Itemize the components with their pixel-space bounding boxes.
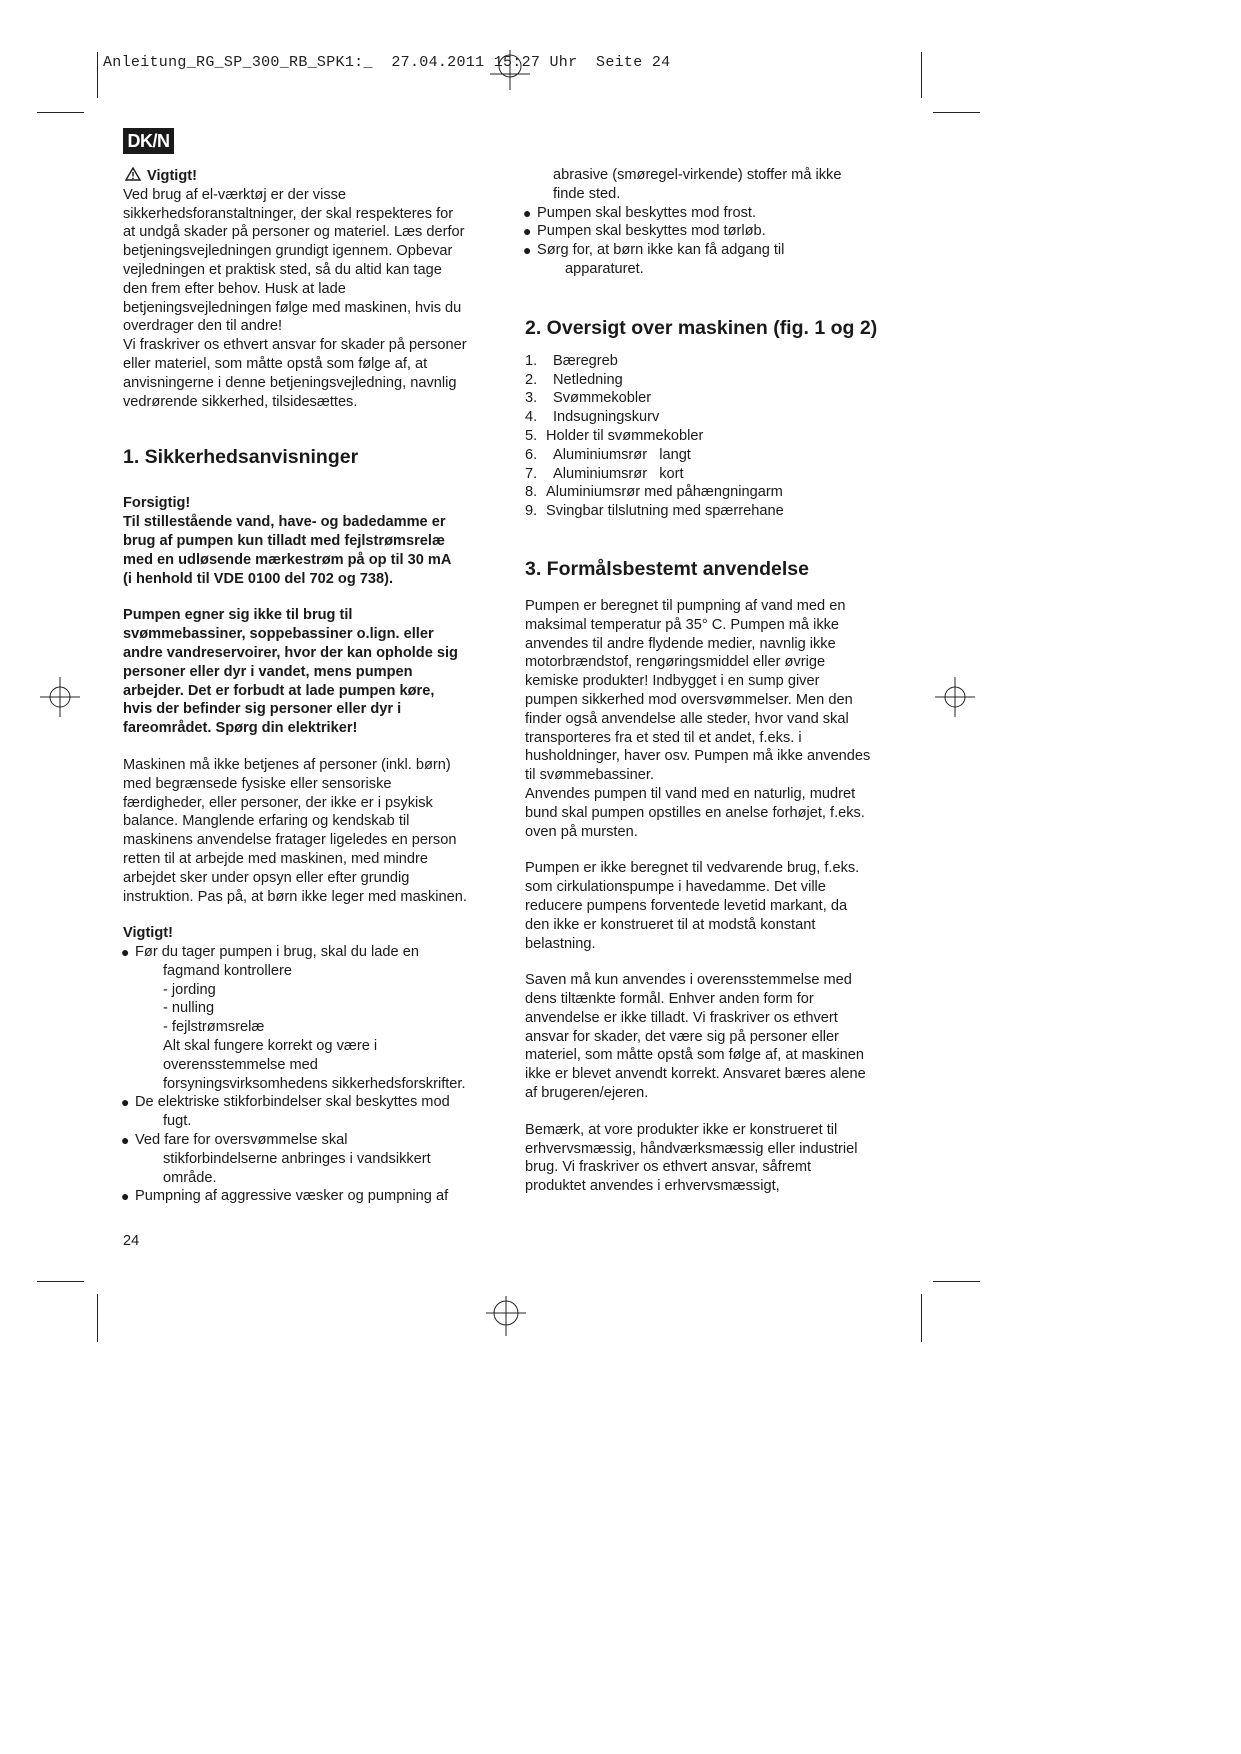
- bullet-item: [123, 1187, 508, 1206]
- text-line: arbejder. Det er forbudt at lade pumpen køre,: [123, 682, 435, 699]
- text-line: Pumpen egner sig ikke til brug til: [123, 607, 353, 624]
- text-line: stikforbindelserne anbringes i vandsikkert: [163, 1150, 431, 1167]
- crop-mark: [933, 112, 980, 113]
- text-line: produktet anvendes i erhvervsmæssigt,: [525, 1178, 780, 1195]
- registration-mark-right: [935, 677, 975, 717]
- text-line: retten til at arbejde med maskinen, med mindre: [123, 850, 428, 867]
- list-label: Holder til svømmekobler: [546, 427, 704, 444]
- crop-mark: [97, 52, 98, 98]
- text-line: den frem efter behov. Husk at lade: [123, 280, 346, 297]
- text-line: maksimal temperatur på 35° C. Pumpen må ikke: [525, 616, 840, 633]
- text-line: kemiske produkter! Indbygget i en sump giver: [525, 673, 820, 690]
- text-line: fugt.: [163, 1113, 192, 1130]
- text-line: betjeningsvejledningen grundigt igennem. Opbevar: [123, 243, 453, 260]
- bullet-dot-icon: ●: [121, 1132, 130, 1149]
- text-line: ansvar for skader, det være sig på personer eller: [525, 1028, 839, 1045]
- list-item: [525, 408, 905, 427]
- text-line: Pumpen skal beskyttes mod tørløb.: [537, 223, 766, 240]
- intro-paragraph: [123, 186, 508, 412]
- bullet-item: [123, 1093, 508, 1131]
- text-line: område.: [163, 1169, 217, 1186]
- text-line: reducere pumpens forventede levetid markant, da: [525, 897, 848, 914]
- text-line: med begrænsede fysiske eller sensoriske: [123, 775, 392, 792]
- text-line: Alt skal fungere korrekt og være i: [163, 1038, 378, 1055]
- bullet-dot-icon: ●: [523, 223, 532, 240]
- list-label: Aluminiumsrør langt: [553, 446, 691, 463]
- text-line: Ved brug af el-værktøj er der visse: [123, 186, 347, 203]
- text-line: bund skal pumpen opstilles en anelse forhøjet, f.eks.: [525, 804, 865, 821]
- text-line: fagmand kontrollere: [163, 962, 292, 979]
- crop-mark: [921, 52, 922, 98]
- bullet-dot-icon: ●: [523, 204, 532, 221]
- list-number: 2.: [525, 371, 538, 388]
- text-line: Før du tager pumpen i brug, skal du lade en: [135, 944, 419, 961]
- list-item: [525, 446, 905, 465]
- text-line: - jording: [163, 981, 216, 998]
- crop-mark: [37, 1281, 84, 1282]
- text-line: - fejlstrømsrelæ: [163, 1019, 265, 1036]
- list-label: Aluminiumsrør med påhængningarm: [546, 484, 783, 501]
- text-line: overdrager den til andre!: [123, 318, 283, 335]
- crop-mark: [97, 1294, 98, 1342]
- list-label: Svømmekobler: [553, 390, 652, 407]
- text-line: instruktion. Pas på, at børn ikke leger med maskinen.: [123, 888, 467, 905]
- text-line: anvisningerne i denne betjeningsvejledning, navnlig: [123, 374, 457, 391]
- header-date: 27.04.2011: [391, 54, 485, 71]
- text-line: Ved fare for oversvømmelse skal: [135, 1132, 348, 1149]
- text-line: ikke er blevet anvendt korrekt. Ansvaret bæres alene: [525, 1066, 866, 1083]
- list-item: [525, 427, 905, 446]
- text-line: finde sted.: [553, 185, 621, 202]
- text-line: maskinens anvendelse fratager ligeledes en person: [123, 832, 457, 849]
- text-line: med en udløsende mærkestrøm på op til 30 mA: [123, 551, 452, 568]
- text-line: erhvervsmæssig, håndværksmæssig eller industriel: [525, 1140, 858, 1157]
- bullet-item: [525, 204, 905, 223]
- list-item: [525, 483, 905, 502]
- text-line: (i henhold til VDE 0100 del 702 og 738).: [123, 570, 394, 587]
- bullet-dot-icon: ●: [121, 1188, 130, 1205]
- text-line: motorbrændstof, rengøringsmiddel eller øvrige: [525, 654, 826, 671]
- text-line: Anvendes pumpen til vand med en naturlig, mudret: [525, 785, 856, 802]
- text-line: Til stillestående vand, have- og badedamme er: [123, 514, 446, 531]
- text-line: balance. Manglende erfaring og kendskab til: [123, 813, 410, 830]
- use-paragraph-1: [525, 597, 905, 841]
- registration-mark-top: [490, 50, 530, 90]
- list-item: [525, 502, 905, 521]
- use-paragraph-4: [525, 1121, 905, 1196]
- bullet-item: [123, 943, 508, 1093]
- bullet-item: [123, 1131, 508, 1187]
- text-line: hvis der befinder sig personer eller dyr i: [123, 701, 402, 718]
- text-line: finder også anvendelse alle steder, hvor vand skal: [525, 710, 849, 727]
- list-label: Aluminiumsrør kort: [553, 465, 684, 482]
- list-label: Bæregreb: [553, 352, 618, 369]
- text-line: Pumpning af aggressive væsker og pumpning af: [135, 1188, 449, 1205]
- list-number: 9.: [525, 503, 538, 520]
- bullet-dot-icon: ●: [121, 944, 130, 961]
- text-line: forsyningsvirksomhedens sikkerhedsforskrifter.: [163, 1075, 466, 1092]
- list-number: 6.: [525, 446, 538, 463]
- list-number: 7.: [525, 465, 538, 482]
- crop-mark: [921, 1294, 922, 1342]
- text-line: apparaturet.: [565, 260, 644, 277]
- section-1-title: 1. Sikkerhedsanvisninger: [123, 446, 359, 469]
- list-number: 5.: [525, 427, 538, 444]
- left-column: [123, 167, 508, 1206]
- text-line: belastning.: [525, 935, 596, 952]
- language-badge: DK/N: [123, 128, 174, 154]
- list-number: 8.: [525, 484, 538, 501]
- text-line: eller materiel, som måtte opstå som følge af, at: [123, 355, 428, 372]
- text-line: svømmebassiner, soppebassiner o.lign. eller: [123, 626, 434, 643]
- list-number: 1.: [525, 352, 538, 369]
- text-line: sikkerhedsforanstaltninger, der skal respekteres for: [123, 205, 454, 222]
- crop-mark: [37, 112, 84, 113]
- warning-heading: [125, 167, 508, 186]
- right-column: [525, 166, 905, 1196]
- text-line: vedrørende sikkerhed, tilsidesættes.: [123, 393, 358, 410]
- header-file: Anleitung_RG_SP_300_RB_SPK1:_: [103, 54, 373, 71]
- bullet-dot-icon: ●: [523, 242, 532, 259]
- important-title: Vigtigt!: [123, 925, 173, 942]
- text-line: husholdninger, haver osv. Pumpen må ikke anvendes: [525, 748, 871, 765]
- text-line: arbejdet sker under opsyn eller efter grundig: [123, 869, 410, 886]
- list-label: Netledning: [553, 371, 623, 388]
- section-2-title: 2. Oversigt over maskinen (fig. 1 og 2): [525, 316, 878, 339]
- text-line: De elektriske stikforbindelser skal beskyttes mod: [135, 1094, 450, 1111]
- caution-title: Forsigtig!: [123, 495, 191, 512]
- section-3-title: 3. Formålsbestemt anvendelse: [525, 557, 809, 580]
- header-time: 15:27 Uhr: [493, 54, 578, 71]
- text-line: brug af pumpen kun tilladt med fejlstrømsrelæ: [123, 532, 445, 549]
- text-line: som cirkulationspumpe i havedamme. Det ville: [525, 879, 826, 896]
- crop-mark: [933, 1281, 980, 1282]
- text-line: personer eller dyr i vandet, mens pumpen: [123, 663, 413, 680]
- list-number: 3.: [525, 390, 538, 407]
- warning-triangle-icon: [125, 167, 141, 181]
- text-line: oven på mursten.: [525, 823, 638, 840]
- print-header: [103, 54, 670, 71]
- caution-block: [123, 494, 508, 588]
- text-line: fareområdet. Spørg din elektriker!: [123, 720, 358, 737]
- text-line: andre vandreservoirer, hvor der kan opholde sig: [123, 644, 458, 661]
- text-line: overensstemmelse med: [163, 1056, 318, 1073]
- list-item: [525, 389, 905, 408]
- bullet-item: [525, 222, 905, 241]
- text-line: Maskinen må ikke betjenes af personer (inkl. børn): [123, 756, 451, 773]
- warning-title: Vigtigt!: [147, 168, 197, 184]
- text-line: til svømmebassiner.: [525, 767, 654, 784]
- registration-mark-bottom: [486, 1296, 526, 1336]
- text-line: Pumpen er ikke beregnet til vedvarende brug, f.eks.: [525, 860, 860, 877]
- text-line: at undgå skader på personer og materiel. Læs derfor: [123, 224, 465, 241]
- text-line: den ikke er konstrueret til at modstå konstant: [525, 916, 816, 933]
- bullet-dot-icon: ●: [121, 1094, 130, 1111]
- list-label: Indsugningskurv: [553, 409, 660, 426]
- text-line: betjeningsvejledningen følge med maskinen, hvis du: [123, 299, 462, 316]
- list-item: [525, 465, 905, 484]
- text-line: vejledningen et praktisk sted, så du altid kan tage: [123, 261, 442, 278]
- text-line: anvendelse er ikke tilladt. Vi fraskriver os ethvert: [525, 1009, 838, 1026]
- list-item: [525, 352, 905, 371]
- persons-paragraph: [123, 756, 508, 906]
- text-line: Bemærk, at vore produkter ikke er konstrueret til: [525, 1121, 838, 1138]
- list-item: [525, 371, 905, 390]
- use-paragraph-2: [525, 859, 905, 953]
- parts-list: [525, 352, 905, 521]
- text-line: Sørg for, at børn ikke kan få adgang til: [537, 242, 785, 259]
- text-line: anvendes til andre flydende medier, navnlig ikke: [525, 635, 836, 652]
- text-line: abrasive (smøregel-virkende) stoffer må ikke: [553, 167, 842, 183]
- text-line: dens tiltænkte formål. Enhver anden form for: [525, 991, 814, 1008]
- text-line: - nulling: [163, 1000, 215, 1017]
- registration-mark-left: [40, 677, 80, 717]
- text-line: af brugeren/ejeren.: [525, 1085, 649, 1102]
- text-line: Saven må kun anvendes i overensstemmelse med: [525, 972, 852, 989]
- header-page: Seite 24: [596, 54, 671, 71]
- bullet-item: [525, 241, 905, 279]
- text-line: Pumpen er beregnet til pumpning af vand med en: [525, 597, 846, 614]
- text-line: pumpen sikkerhed mod oversvømmelser. Men den: [525, 691, 853, 708]
- list-label: Svingbar tilslutning med spærrehane: [546, 503, 784, 520]
- text-line: brug. Vi fraskriver os ethvert ansvar, såfremt: [525, 1159, 812, 1176]
- use-paragraph-3: [525, 971, 905, 1103]
- text-line: materiel, som måtte opstå som følge af, at maskinen: [525, 1047, 865, 1064]
- text-line: transporteres fra et sted til et andet, f.eks. i: [525, 729, 802, 746]
- pump-warning-block: [123, 606, 508, 738]
- text-line: Pumpen skal beskyttes mod frost.: [537, 204, 756, 221]
- page-number: 24: [123, 1233, 140, 1249]
- text-line: Vi fraskriver os ethvert ansvar for skader på personer: [123, 337, 467, 354]
- list-number: 4.: [525, 409, 538, 426]
- text-line: færdigheder, eller personer, der ikke er i psykisk: [123, 794, 433, 811]
